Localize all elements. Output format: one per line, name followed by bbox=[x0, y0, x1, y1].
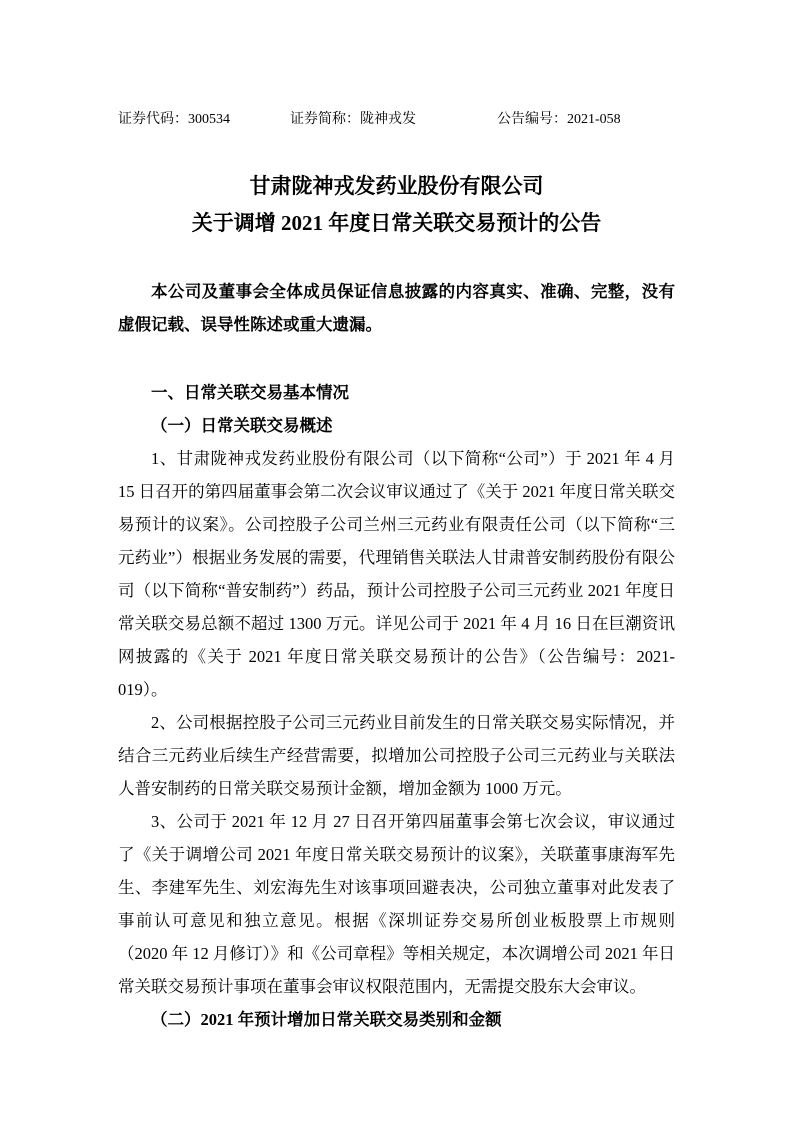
paragraph-increase-reason: 2、公司根据控股子公司三元药业目前发生的日常关联交易实际情况，并结合三元药业后续生产经营需要，拟增加公司控股子公司三元药业与关联法人普安制药的日常关联交易预计金额，增加金额为 1000 万元。 bbox=[118, 713, 675, 798]
stock-short-name: 证券简称：陇神戎发 bbox=[290, 112, 416, 127]
board-statement: 本公司及董事会全体成员保证信息披露的内容真实、准确、完整，没有虚假记载、误导性陈述或重大遗漏。 bbox=[118, 282, 675, 334]
subsection-heading-increase-categories: （二）2021 年预计增加日常关联交易类别和金额 bbox=[151, 1010, 502, 1029]
paragraph-original-estimate: 1、甘肃陇神戎发药业股份有限公司（以下简称“公司”）于 2021 年 4 月 15 日召开的第四届董事会第二次会议审议通过了《关于 2021 年度日常关联交易预计的议案》。公司控股子公司兰州三元药业有限责任公司（以下简称“三元药业”）根据业务发展的需要，代理销售关联法人甘肃普安制药股份有限公司（以下简称“普安制药”）药品，预计公司控股子公司三元药业 2021 年度日常关联交易总额不超过 1300 万元。详见公司于 2021 年 4 月 16 日在巨潮资讯网披露的《关于 2021 年度日常关联交易预计的公告》（公告编号：2021-019）。 bbox=[118, 449, 675, 699]
securities-header bbox=[118, 110, 675, 130]
subsection-heading-overview: （一）日常关联交易概述 bbox=[151, 416, 333, 435]
section-heading-basic-situation: 一、日常关联交易基本情况 bbox=[151, 383, 349, 402]
paragraph-board-approval: 3、公司于 2021 年 12 月 27 日召开第四届董事会第七次会议，审议通过了《关于调增公司 2021 年度日常关联交易预计的议案》，关联董事康海军先生、李建军先生、刘宏海先生对该事项回避表决，公司独立董事对此发表了事前认可意见和独立意见。根据《深圳证券交易所创业板股票上市规则（2020 年 12 月修订）》和《公司章程》等相关规定，本次调增公司 2021 年日常关联交易预计事项在董事会审议权限范围内，无需提交股东大会审议。 bbox=[118, 812, 675, 996]
company-name-title-line: 甘肃陇神戎发药业股份有限公司 bbox=[249, 174, 544, 198]
announcement-number: 公告编号：2021-058 bbox=[497, 112, 621, 127]
stock-code: 证券代码：300534 bbox=[118, 112, 230, 127]
announcement-title-line: 关于调增 2021 年度日常关联交易预计的公告 bbox=[191, 211, 602, 235]
document-body bbox=[118, 376, 675, 1036]
document-title bbox=[118, 168, 675, 242]
